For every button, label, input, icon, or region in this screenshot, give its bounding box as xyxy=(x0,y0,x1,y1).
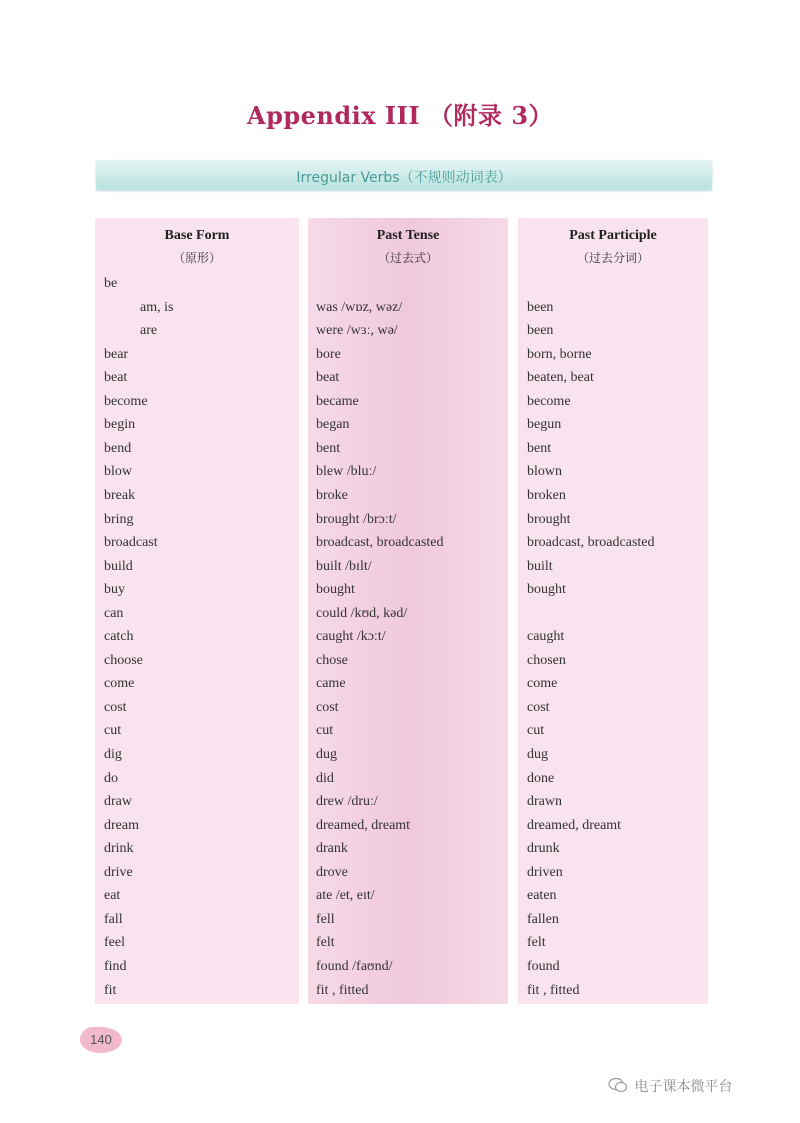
base-form-cell: find xyxy=(104,958,127,974)
past-tense-cell: drank xyxy=(316,841,348,857)
past-participle-cell: born, borne xyxy=(527,346,592,362)
past-participle-cell: caught xyxy=(527,629,565,645)
wechat-icon xyxy=(608,1077,630,1097)
base-form-cell: do xyxy=(104,770,118,786)
past-tense-cell: caught /kɔːt/ xyxy=(316,629,386,645)
past-participle-cell: bought xyxy=(527,582,566,598)
base-form-cell: buy xyxy=(104,582,125,598)
past-participle-cell: eaten xyxy=(527,888,557,904)
past-participle-cell: blown xyxy=(527,464,562,480)
base-form-cell: drive xyxy=(104,864,133,880)
base-form-cell: draw xyxy=(104,794,132,810)
past-participle-cell: driven xyxy=(527,864,563,880)
past-participle-cell: fit , fitted xyxy=(527,982,580,998)
past-tense-cell: bought xyxy=(316,582,355,598)
section-banner xyxy=(96,160,712,190)
base-form-cell: build xyxy=(104,558,133,574)
base-form-cell: fit xyxy=(104,982,117,998)
base-form-cell: catch xyxy=(104,629,134,645)
past-tense-cell: did xyxy=(316,770,334,786)
base-form-cell: begin xyxy=(104,417,136,433)
past-tense-cell: were /wɜː, wə/ xyxy=(316,323,398,339)
past-tense-cell: dug xyxy=(316,747,337,762)
base-form-cell: can xyxy=(104,605,124,621)
banner-title: Irregular Verbs（不规则动词表） xyxy=(296,170,512,186)
past-participle-cell: done xyxy=(527,770,555,786)
base-form-cell: bear xyxy=(104,346,129,362)
past-tense-cell: blew /bluː/ xyxy=(316,464,377,480)
past-participle-cell: been xyxy=(527,323,554,339)
past-participle-cell: found xyxy=(527,958,560,974)
past-participle-cell: brought xyxy=(527,511,571,527)
past-tense-cell: drew /druː/ xyxy=(316,794,378,810)
past-participle-cell: dreamed, dreamt xyxy=(527,817,622,833)
past-participle-cell: begun xyxy=(527,417,562,433)
past-tense-cell: drove xyxy=(316,864,348,880)
past-tense-cell: beat xyxy=(316,370,340,386)
base-form-cell: come xyxy=(104,676,135,692)
past-participle-cell: been xyxy=(527,299,554,315)
past-participle-cell: bent xyxy=(527,440,552,456)
past-participle-cell: built xyxy=(527,558,553,574)
base-form-cell: cost xyxy=(104,699,127,715)
watermark-text: 电子课本微平台 xyxy=(634,1079,733,1095)
past-tense-cell: came xyxy=(316,676,346,692)
past-participle-cell: felt xyxy=(527,935,546,951)
past-participle-cell: beaten, beat xyxy=(527,370,594,386)
base-form-cell: be xyxy=(104,276,118,291)
past-tense-cell: ate /et, eɪt/ xyxy=(316,888,375,904)
past-participle-cell: come xyxy=(527,676,558,692)
past-tense-cell: could /kʊd, kəd/ xyxy=(316,605,408,621)
base-form-cell: dig xyxy=(104,747,122,762)
base-form-cell: choose xyxy=(104,652,143,668)
base-form-cell: bring xyxy=(104,511,134,527)
base-form-cell: break xyxy=(104,487,136,503)
past-tense-cell: fit , fitted xyxy=(316,982,369,998)
base-form-cell: feel xyxy=(104,935,125,951)
base-form-cell: dream xyxy=(104,817,139,833)
past-tense-cell: brought /brɔːt/ xyxy=(316,511,397,527)
column-header-base-form: Base Form xyxy=(164,228,230,243)
column-header-past-tense: Past Tense xyxy=(376,228,440,243)
past-tense-cell: fell xyxy=(316,911,335,927)
column-subheader-past-tense: （过去式） xyxy=(377,251,438,265)
base-form-cell: eat xyxy=(104,888,121,904)
base-form-cell: cut xyxy=(104,723,122,739)
base-form-cell: am, is xyxy=(140,299,174,315)
column-header-past-participle: Past Participle xyxy=(569,228,657,243)
column-subheader-past-participle: （过去分词） xyxy=(576,251,649,265)
page-title: Appendix III （附录 3） xyxy=(246,101,554,130)
past-tense-cell: began xyxy=(316,417,350,433)
base-form-column xyxy=(95,218,299,1004)
watermark xyxy=(608,1076,732,1097)
past-participle-cell: dug xyxy=(527,747,548,762)
past-participle-cell: fallen xyxy=(527,911,559,927)
base-form-cell: fall xyxy=(104,911,123,927)
past-tense-cell: dreamed, dreamt xyxy=(316,817,411,833)
base-form-cell: drink xyxy=(104,841,134,857)
base-form-cell: broadcast xyxy=(104,535,158,551)
past-tense-cell: chose xyxy=(316,652,348,668)
past-participle-cell: become xyxy=(527,393,571,409)
base-form-cell: become xyxy=(104,393,148,409)
past-tense-cell: bore xyxy=(316,346,341,362)
past-tense-cell: became xyxy=(316,393,359,409)
past-participle-cell: drawn xyxy=(527,794,562,810)
past-participle-cell: cut xyxy=(527,723,545,739)
past-participle-cell: broadcast, broadcasted xyxy=(527,535,655,551)
past-tense-cell: was /wɒz, wəz/ xyxy=(316,299,403,315)
column-subheader-base-form: （原形） xyxy=(172,251,221,265)
past-participle-cell: cost xyxy=(527,699,550,715)
past-participle-cell: chosen xyxy=(527,652,566,668)
base-form-cell: are xyxy=(140,323,158,339)
past-tense-cell: broadcast, broadcasted xyxy=(316,535,444,551)
page-number: 140 xyxy=(80,1027,122,1053)
past-tense-cell: broke xyxy=(316,487,348,503)
base-form-cell: bend xyxy=(104,440,132,456)
past-tense-cell: cut xyxy=(316,723,334,739)
past-tense-cell: cost xyxy=(316,699,339,715)
past-participle-cell: drunk xyxy=(527,841,560,857)
past-participle-cell: broken xyxy=(527,487,566,503)
past-tense-cell: bent xyxy=(316,440,341,456)
past-tense-cell: felt xyxy=(316,935,335,951)
past-tense-cell: found /faʊnd/ xyxy=(316,958,393,974)
base-form-cell: blow xyxy=(104,464,132,480)
past-tense-cell: built /bɪlt/ xyxy=(316,558,372,574)
base-form-cell: beat xyxy=(104,370,128,386)
